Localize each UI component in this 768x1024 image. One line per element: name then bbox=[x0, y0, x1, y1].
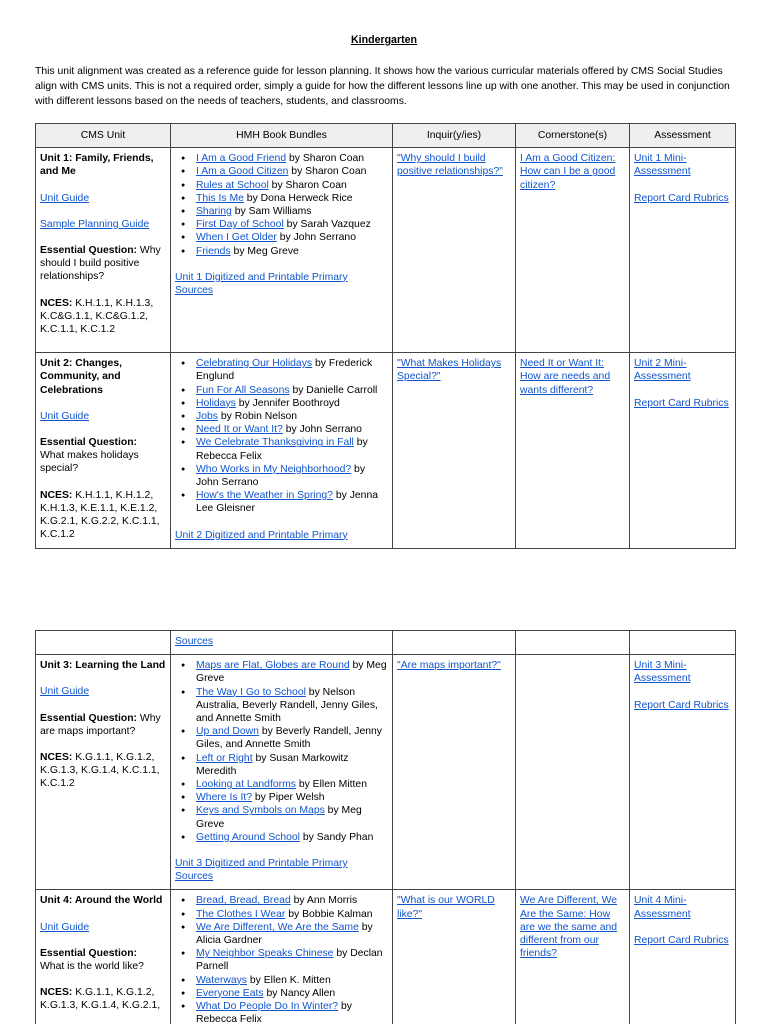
list-item bbox=[175, 831, 388, 844]
book-title-link[interactable]: When I Get Older bbox=[196, 232, 277, 244]
book-author: by Nancy Allen bbox=[263, 987, 336, 999]
unit-cell bbox=[36, 353, 171, 549]
list-item bbox=[175, 921, 388, 947]
list-item bbox=[175, 231, 388, 244]
book-author: by Beverly Randell, Jenny Giles, and Annette Smith bbox=[196, 726, 382, 751]
book-title-link[interactable]: Holidays bbox=[196, 397, 236, 409]
book-author: by Ellen Mitten bbox=[295, 779, 367, 791]
list-item bbox=[175, 974, 388, 987]
book-title-link[interactable]: Where Is It? bbox=[196, 792, 253, 804]
list-item bbox=[175, 894, 388, 907]
unit-cell bbox=[36, 890, 171, 1024]
book-author: by Ellen K. Mitten bbox=[247, 974, 331, 986]
unit-cell bbox=[36, 148, 171, 353]
list-item bbox=[175, 179, 388, 192]
book-author: by Dona Herweck Rice bbox=[243, 192, 353, 204]
unit-name: Unit 1: Family, Friends, and Me bbox=[40, 153, 154, 178]
book-author: by Sarah Vazquez bbox=[283, 219, 371, 231]
book-title-link[interactable]: Celebrating Our Holidays bbox=[196, 358, 313, 370]
table-header-row bbox=[36, 124, 736, 148]
books-cell bbox=[171, 148, 393, 353]
header-cms-unit: CMS Unit bbox=[36, 124, 171, 148]
header-hmh-book-bundles: HMH Book Bundles bbox=[171, 124, 393, 148]
books-cell bbox=[171, 353, 393, 549]
unit-name: Unit 2: Changes, Community, and Celebrations bbox=[40, 358, 122, 396]
essential-question: Essential Question: What makes holidays special? bbox=[40, 437, 139, 475]
list-item bbox=[175, 778, 388, 791]
book-title-link[interactable]: Sharing bbox=[196, 206, 232, 218]
list-item bbox=[175, 947, 388, 973]
assessment-cell bbox=[630, 148, 736, 353]
book-list bbox=[175, 894, 388, 1024]
book-author: by Meg Greve bbox=[230, 245, 299, 257]
book-title-link[interactable]: Friends bbox=[196, 245, 231, 257]
list-item bbox=[175, 908, 388, 921]
mini-assessment-link[interactable]: Unit 3 Mini-Assessment bbox=[634, 660, 691, 685]
unit-guide-link[interactable]: Unit Guide bbox=[40, 686, 90, 698]
list-item bbox=[175, 489, 388, 515]
book-author: by Jenna Lee Gleisner bbox=[196, 490, 379, 515]
cornerstone-cell bbox=[516, 353, 630, 549]
nces-standards: NCES: K.G.1.1, K.G.1.2, K.G.1.3, K.G.1.4, K.G.2.1, bbox=[40, 987, 161, 1012]
list-item bbox=[175, 659, 388, 685]
book-author: by Robin Nelson bbox=[217, 411, 298, 423]
book-author: by Rebecca Felix bbox=[196, 1001, 352, 1024]
table-row bbox=[36, 655, 736, 890]
list-item bbox=[175, 357, 388, 383]
list-item bbox=[175, 987, 388, 1000]
book-title-link[interactable]: I Am a Good Citizen bbox=[196, 166, 289, 178]
book-title-link[interactable]: The Clothes I Wear bbox=[196, 908, 286, 920]
book-author: by Sharon Coan bbox=[286, 153, 365, 165]
intro-paragraph: This unit alignment was created as a reference guide for lesson planning. It shows how the various curricular materials offered by CMS Social Studies align with CMS units. This is not a required order, simply a guide for how the different lessons line up with one another. This may be used in conjunction with different lessons based on the needs of teachers, students, and classrooms. bbox=[35, 66, 730, 108]
inquiry-cell bbox=[393, 655, 516, 890]
report-card-rubrics-link[interactable]: Report Card Rubrics bbox=[634, 397, 729, 409]
list-item bbox=[175, 463, 388, 489]
book-list bbox=[175, 659, 388, 844]
table-row bbox=[36, 148, 736, 353]
table-row bbox=[36, 890, 736, 1024]
header-inquiries: Inquir(y/ies) bbox=[393, 124, 516, 148]
cornerstone-cell bbox=[516, 890, 630, 1024]
book-title-link[interactable]: Jobs bbox=[196, 411, 218, 423]
nces-standards: NCES: K.G.1.1, K.G.1.2, K.G.1.3, K.G.1.4, K.C.1.1, K.C.1.2 bbox=[40, 752, 160, 790]
list-item bbox=[175, 1000, 388, 1024]
list-item bbox=[175, 397, 388, 410]
book-author: by Meg Greve bbox=[196, 805, 362, 830]
mini-assessment-link[interactable]: Unit 2 Mini-Assessment bbox=[634, 358, 691, 383]
inquiry-link[interactable]: "Are maps important?" bbox=[397, 660, 501, 672]
header-assessment: Assessment bbox=[630, 124, 736, 148]
report-card-rubrics-link[interactable]: Report Card Rubrics bbox=[634, 699, 729, 711]
book-list bbox=[175, 357, 388, 515]
table-row-continued bbox=[36, 631, 736, 655]
book-title-link[interactable]: I Am a Good Friend bbox=[196, 153, 287, 165]
digitized-sources-link[interactable]: Unit 2 Digitized and Printable Primary bbox=[175, 529, 348, 541]
book-title-link[interactable]: We Are Different, We Are the Same bbox=[196, 921, 359, 933]
book-author: by Rebecca Felix bbox=[196, 437, 368, 462]
digitized-sources-link[interactable]: Unit 1 Digitized and Printable Primary Sources bbox=[175, 271, 348, 297]
inquiry-cell bbox=[393, 890, 516, 1024]
list-item bbox=[175, 791, 388, 804]
sample-planning-guide-link[interactable]: Sample Planning Guide bbox=[40, 218, 150, 230]
book-author: by Meg Greve bbox=[196, 660, 387, 685]
book-title-link[interactable]: Waterways bbox=[196, 974, 247, 986]
cornerstone-cell bbox=[516, 655, 630, 890]
book-author: by Sharon Coan bbox=[288, 166, 367, 178]
digitized-sources-link-continued[interactable]: Sources bbox=[175, 636, 214, 647]
book-title-link[interactable]: First Day of School bbox=[196, 219, 284, 231]
book-title-link[interactable]: Left or Right bbox=[196, 752, 253, 764]
book-title-link[interactable]: Maps are Flat, Globes are Round bbox=[196, 660, 350, 672]
list-item bbox=[175, 245, 388, 258]
alignment-table-page-2 bbox=[35, 630, 736, 1024]
page-title: Kindergarten bbox=[351, 34, 417, 46]
unit-cell bbox=[36, 655, 171, 890]
book-author: by Danielle Carroll bbox=[289, 384, 378, 396]
table-row bbox=[36, 353, 736, 549]
book-author: by John Serrano bbox=[196, 463, 366, 489]
book-author: by Sharon Coan bbox=[268, 179, 347, 191]
book-author: by Nelson Australia, Beverly Randell, Jenny Giles, and Annette Smith bbox=[196, 686, 378, 725]
list-item bbox=[175, 152, 388, 165]
book-title-link[interactable]: Who Works in My Neighborhood? bbox=[196, 463, 352, 475]
book-author: by John Serrano bbox=[282, 424, 362, 436]
book-author: by Sam Williams bbox=[231, 206, 312, 218]
book-title-link[interactable]: Up and Down bbox=[196, 726, 259, 738]
inquiry-link[interactable]: "What is our WORLD like?" bbox=[397, 895, 495, 920]
book-title-link[interactable]: Looking at Landforms bbox=[196, 779, 296, 791]
list-item bbox=[175, 384, 388, 397]
book-author: by Declan Parnell bbox=[196, 948, 383, 973]
assessment-cell bbox=[630, 655, 736, 890]
unit-guide-link[interactable]: Unit Guide bbox=[40, 921, 90, 933]
book-title-link[interactable]: Getting Around School bbox=[196, 831, 300, 843]
list-item bbox=[175, 218, 388, 231]
report-card-rubrics-link[interactable]: Report Card Rubrics bbox=[634, 192, 729, 204]
book-author: by Alicia Gardner bbox=[196, 921, 373, 947]
book-author: by Ann Morris bbox=[290, 895, 358, 907]
book-author: by Frederick Englund bbox=[196, 358, 373, 383]
books-cell bbox=[171, 890, 393, 1024]
unit-name: Unit 3: Learning the Land bbox=[40, 660, 166, 672]
report-card-rubrics-link[interactable]: Report Card Rubrics bbox=[634, 934, 729, 946]
book-author: by Jennifer Boothroyd bbox=[235, 397, 340, 409]
mini-assessment-link[interactable]: Unit 1 Mini-Assessment bbox=[634, 153, 691, 178]
list-item bbox=[175, 686, 388, 726]
book-author: by John Serrano bbox=[276, 232, 356, 244]
book-title-link[interactable]: Rules at School bbox=[196, 179, 269, 191]
list-item bbox=[175, 804, 388, 830]
cornerstone-link[interactable]: Need It or Want It: How are needs and wants different? bbox=[520, 358, 611, 396]
nces-standards: NCES: K.H.1.1, K.H.1.2, K.H.1.3, K.E.1.1, K.E.1.2, K.G.2.1, K.G.2.2, K.C.1.1, K.C.1.2 bbox=[40, 489, 160, 541]
cornerstone-cell bbox=[516, 148, 630, 353]
book-title-link[interactable]: Keys and Symbols on Maps bbox=[196, 805, 325, 817]
unit-guide-link[interactable]: Unit Guide bbox=[40, 410, 90, 422]
book-title-link[interactable]: Fun For All Seasons bbox=[196, 384, 290, 396]
essential-question: Essential Question: What is the world like? bbox=[40, 947, 144, 973]
book-title-link[interactable]: Bread, Bread, Bread bbox=[196, 895, 291, 907]
inquiry-cell bbox=[393, 353, 516, 549]
essential-question: Essential Question: Why are maps important? bbox=[40, 712, 161, 737]
cornerstone-link[interactable]: We Are Different, We Are the Same: How are we the same and different from our friends? bbox=[520, 895, 618, 960]
list-item bbox=[175, 752, 388, 778]
list-item bbox=[175, 165, 388, 178]
list-item bbox=[175, 423, 388, 436]
essential-question: Essential Question: Why should I build positive relationships? bbox=[40, 245, 161, 283]
unit-guide-link[interactable]: Unit Guide bbox=[40, 192, 90, 204]
book-author: by Piper Welsh bbox=[252, 792, 325, 804]
list-item bbox=[175, 725, 388, 751]
inquiry-cell bbox=[393, 148, 516, 353]
assessment-cell bbox=[630, 353, 736, 549]
book-title-link[interactable]: What Do People Do In Winter? bbox=[196, 1001, 339, 1013]
nces-standards: NCES: K.H.1.1, K.H.1.3, K.C&G.1.1, K.C&G.1.2, K.C.1.1, K.C.1.2 bbox=[40, 297, 154, 336]
book-title-link[interactable]: Need It or Want It? bbox=[196, 424, 283, 436]
book-title-link[interactable]: We Celebrate Thanksgiving in Fall bbox=[196, 437, 354, 449]
book-author: by Sandy Phan bbox=[299, 831, 374, 843]
book-title-link[interactable]: How's the Weather in Spring? bbox=[196, 490, 333, 502]
cornerstone-link[interactable]: I Am a Good Citizen: How can I be a good citizen? bbox=[520, 153, 616, 191]
list-item bbox=[175, 192, 388, 205]
books-cell bbox=[171, 655, 393, 890]
unit-name: Unit 4: Around the World bbox=[40, 895, 163, 907]
inquiry-link[interactable]: "What Makes Holidays Special?" bbox=[397, 358, 502, 383]
book-title-link[interactable]: Everyone Eats bbox=[196, 987, 264, 999]
book-list bbox=[175, 152, 388, 258]
book-author: by Susan Markowitz Meredith bbox=[196, 752, 349, 777]
inquiry-link[interactable]: "Why should I build positive relationships?" bbox=[397, 153, 503, 178]
alignment-table-page-1 bbox=[35, 123, 736, 549]
header-cornerstones: Cornerstone(s) bbox=[516, 124, 630, 148]
book-title-link[interactable]: This Is Me bbox=[196, 192, 244, 204]
list-item bbox=[175, 205, 388, 218]
list-item bbox=[175, 410, 388, 423]
book-title-link[interactable]: The Way I Go to School bbox=[196, 686, 306, 698]
mini-assessment-link[interactable]: Unit 4 Mini-Assessment bbox=[634, 895, 691, 920]
assessment-cell bbox=[630, 890, 736, 1024]
book-title-link[interactable]: My Neighbor Speaks Chinese bbox=[196, 948, 334, 960]
list-item bbox=[175, 436, 388, 462]
book-author: by Bobbie Kalman bbox=[285, 908, 373, 920]
digitized-sources-link[interactable]: Unit 3 Digitized and Printable Primary Sources bbox=[175, 858, 348, 883]
